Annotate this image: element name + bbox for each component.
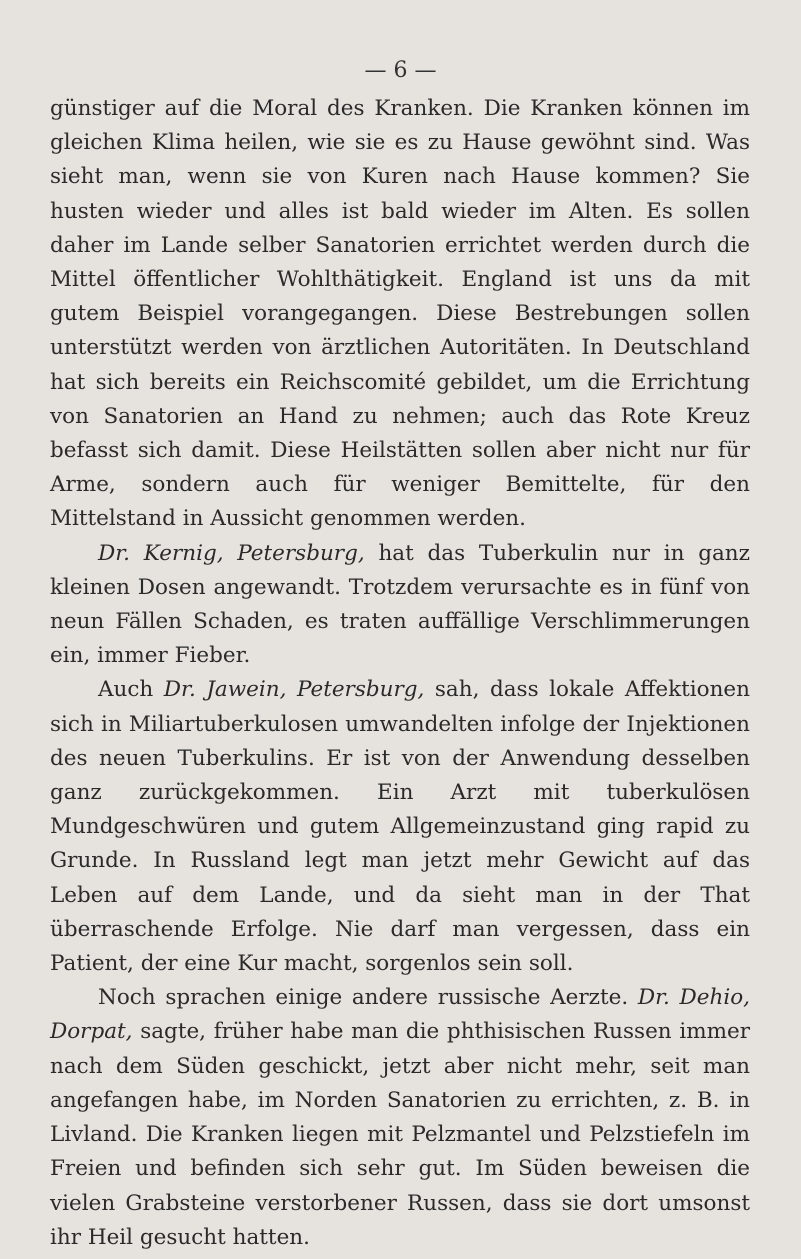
page-number: — 6 —: [364, 58, 437, 83]
paragraph-4-lead: Noch sprachen einige andere russische Aerzte.: [98, 985, 638, 1011]
author-name-kernig: Dr. Kernig, Petersburg,: [98, 540, 365, 566]
paragraph-3-lead: Auch: [98, 677, 164, 703]
paragraph-3: [50, 673, 750, 981]
paragraph-4: [50, 981, 750, 1255]
paragraph-2: [50, 537, 750, 674]
paragraph-1: günstiger auf die Moral des Kranken. Die Kranken können im gleichen Klima heilen, wie sie es zu Hause gewöhnt sind. Was sieht man, wenn sie von Kuren nach Hause kommen? Sie husten wieder und alles ist bald wieder im Alten. Es sollen daher im Lande selber Sanatorien errichtet werden durch die Mittel öffentlicher Wohlthätigkeit. England ist uns da mit gutem Beispiel vorangegangen. Diese Bestrebungen sollen unterstützt werden von ärztlichen Autoritäten. In Deutschland hat sich bereits ein Reichscomité gebildet, um die Errichtung von Sanatorien an Hand zu nehmen; auch das Rote Kreuz befasst sich damit. Diese Heilstätten sollen aber nicht nur für Arme, sondern auch für weniger Bemittelte, für den Mittelstand in Aussicht genommen werden.: [50, 96, 750, 532]
author-name-dehio: Dr. Dehio, Dorpat,: [50, 985, 750, 1045]
paragraph-4-text: sagte, früher habe man die phthisischen Russen immer nach dem Süden geschickt, jetzt aber nicht mehr, seit man angefangen habe, im Norden Sanatorien zu errichten, z. B. in Livland. Die Kranken liegen mit Pelzmantel und Pelzstiefeln im Freien und befinden sich sehr gut. Im Süden beweisen die vielen Grabsteine verstorbener Russen, dass sie dort umsonst ihr Heil gesucht hatten.: [50, 1019, 750, 1250]
body-text: [50, 92, 750, 1255]
paragraph-2-text: hat das Tuberkulin nur in ganz kleinen Dosen angewandt. Trotzdem verursachte es in fünf von neun Fällen Schaden, es traten auffällige Verschlimmerungen ein, immer Fieber.: [50, 540, 750, 669]
author-name-jawein: Dr. Jawein, Petersburg,: [163, 677, 425, 703]
paragraph-3-text: sah, dass lokale Affektionen sich in Miliartuberkulosen umwandelten infolge der Injektionen des neuen Tuberkulins. Er ist von der Anwendung desselben ganz zurückgekommen. Ein Arzt mit tuberkulösen Mundgeschwüren und gutem Allgemeinzustand ging rapid zu Grunde. In Russland legt man jetzt mehr Gewicht auf das Leben auf dem Lande, und da sieht man in der That überraschende Erfolge. Nie darf man vergessen, dass ein Patient, der eine Kur macht, sorgenlos sein soll.: [50, 677, 750, 977]
